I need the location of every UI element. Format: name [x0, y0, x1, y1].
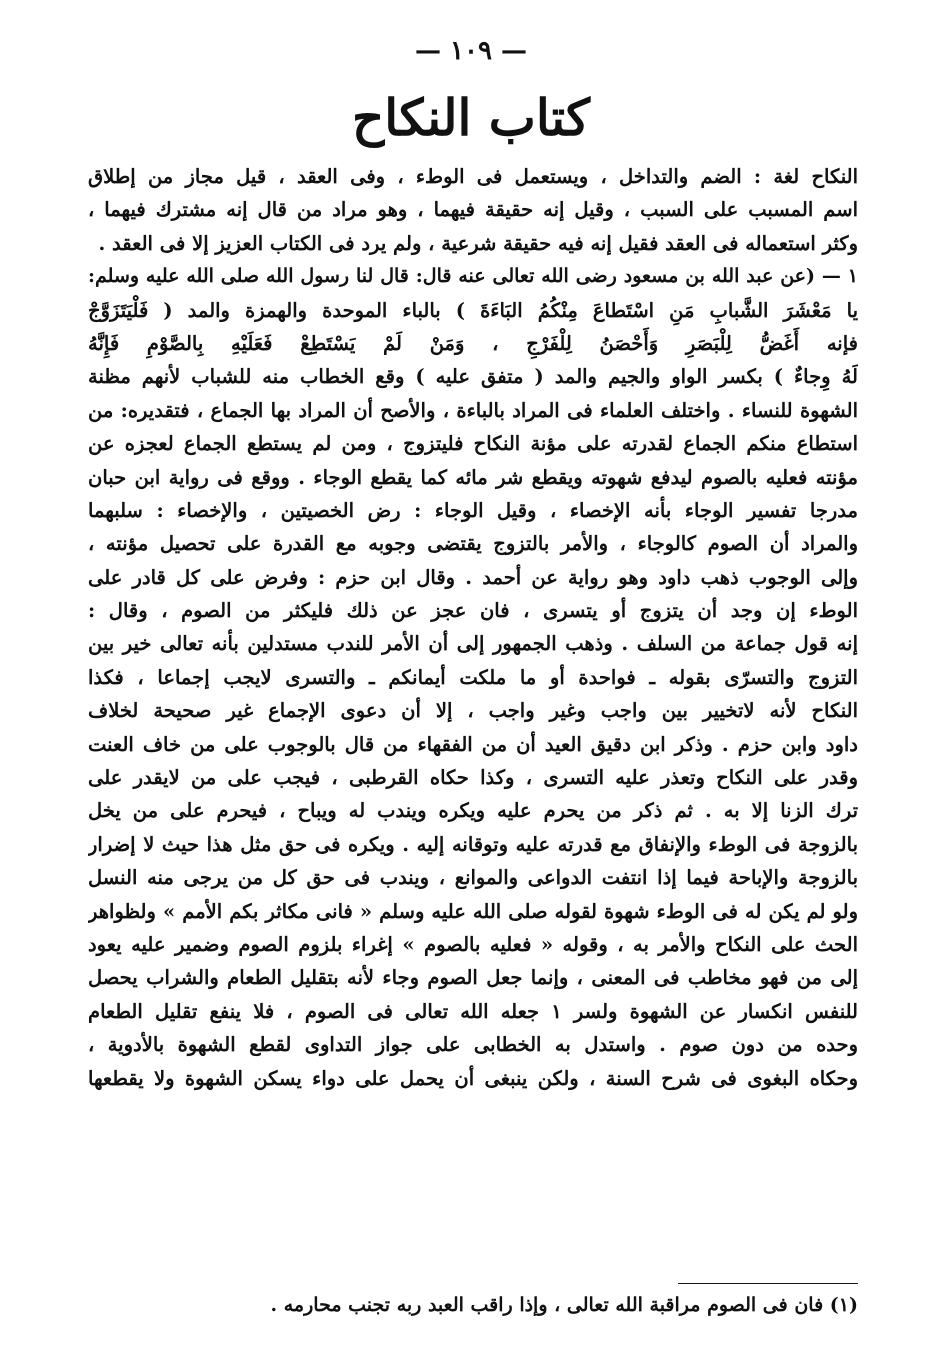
- text-line: الحث على النكاح والأمر به ، وقوله « فعليه بالصوم » إغراء بلزوم الصوم وضمير عليه يعود: [88, 932, 858, 956]
- text-line: إنه قول جماعة من السلف . وذهب الجمهور إلى أن الأمر للندب مستدلين بأنه تعالى خير بين: [88, 632, 858, 656]
- text-line: داود وابن حزم . وذكر ابن دقيق العيد أن من الفقهاء من قال بالوجوب على من خاف العنت: [88, 732, 858, 756]
- text-line: اسم المسبب على السبب ، وقيل إنه حقيقة فيهما ، وهو مراد من قال إنه مشترك فيهما ،: [88, 198, 858, 222]
- text-line: مدرجا تفسير الوجاء بأنه الإخصاء ، وقيل الوجاء : رض الخصيتين ، والإخصاء : سلبهما: [88, 498, 858, 522]
- text-line: وقدر على النكاح وتعذر عليه التسرى ، وكذا حكاه القرطبى ، فيجب على من لايقدر على: [88, 766, 858, 790]
- text-line: وإلى الوجوب ذهب داود وهو رواية عن أحمد . وقال ابن حزم : وفرض على كل قادر على: [88, 565, 858, 589]
- text-line: والمراد أن الصوم كالوجاء ، والأمر بالتزوج يقتضى وجوبه مع القدرة على تحصيل مؤنته ،: [88, 532, 858, 556]
- footnote: (١) فان فى الصوم مراقبة الله تعالى ، وإذا راقب العبد ربه تجنب محارمه .: [270, 1294, 858, 1316]
- text-line: وكثر استعماله فى العقد فقيل إنه فيه حقيقة شرعية ، ولم يرد فى الكتاب العزيز إلا فى العقد .: [98, 231, 858, 255]
- text-line: إلى من فهو مخاطب فى المعنى ، وإنما جعل الصوم وجاء لأنه بتقليل الطعام والشراب يحصل: [88, 966, 858, 990]
- body-text: [88, 160, 858, 1095]
- text-line: ١ — (عن عبد الله بن مسعود رضى الله تعالى عنه قال: قال لنا رسول الله صلى الله عليه وسلم:: [88, 265, 858, 288]
- text-line: فإنه أَغَضُّ لِلْبَصَرِ وَأَحْصَنُ لِلْفَرْجِ ، وَمَنْ لَمْ يَسْتَطِعْ فَعَلَيْهِ بِالصَّوْمِ فَإِنَّهُ: [88, 331, 858, 355]
- text-line: مؤنته فعليه بالصوم ليدفع شهوته ويقطع شر مائه كما يقطع الوجاء . ووقع فى رواية ابن حبان: [88, 465, 858, 489]
- text-line: وحده من دون صوم . واستدل به الخطابى على جواز التداوى لقطع الشهوة بالأدوية ،: [88, 1033, 858, 1057]
- text-line: الوطء إن وجد أن يتزوج أو يتسرى ، فان عجز عن ذلك فليكثر من الصوم ، وقال :: [88, 599, 858, 623]
- text-line: النكاح لغة : الضم والتداخل ، ويستعمل فى الوطء ، وفى العقد ، قيل مجاز من إطلاق: [88, 165, 858, 188]
- text-line: النكاح لأنه لاتخيير بين واجب وغير واجب ، إلا أن دعوى الإجماع غير صحيحة لخلاف: [88, 699, 858, 723]
- text-line: الشهوة للنساء . واختلف العلماء فى المراد بالباءة ، والأصح أن المراد بها الجماع ، فتقديره: من: [88, 398, 858, 422]
- page-number: — ١٠٩ —: [414, 36, 528, 66]
- footnote-divider: [678, 1283, 858, 1284]
- chapter-title: كتاب النكاح: [352, 88, 590, 147]
- text-line: ترك الزنا إلا به . ثم ذكر من يحرم عليه ويكره ويندب له ويباح ، فيحرم على من يخل: [88, 799, 858, 823]
- text-line: التزوج والتسرّى بقوله ـ فواحدة أو ما ملكت أيمانكم ـ والتسرى لايجب إجماعا ، فكذا: [88, 665, 858, 689]
- text-line: وحكاه البغوى فى شرح السنة ، ولكن ينبغى أن يحمل على دواء يسكن الشهوة ولا يقطعها: [88, 1066, 858, 1090]
- text-line: بالزوجة والإباحة فيما إذا انتفت الدواعى والموانع ، ويندب فى حق كل من يرجى منه النسل: [88, 866, 858, 890]
- text-line: استطاع منكم الجماع لقدرته على مؤنة النكاح فليتزوج ، ومن لم يستطع الجماع لعجزه عن: [88, 432, 858, 456]
- text-line: ولو لم يكن له فى الوطء شهوة لقوله صلى الله عليه وسلم « فانى مكاثر بكم الأمم » ولظواهر: [88, 899, 858, 923]
- text-line: يا مَعْشَرَ الشَّبابِ مَنِ اسْتَطاعَ مِنْكُمُ البَاءَةَ ) بالباء الموحدة والهمزة والمد ( فَلْيَتَزَوَّجْ: [88, 298, 858, 322]
- text-line: للنفس انكسار عن الشهوة ولسر ١ جعله الله تعالى فى الصوم ، فلا ينفع تقليل الطعام: [88, 999, 858, 1023]
- text-line: بالزوجة فى الوطء والإنفاق مع قدرته عليه وتوقانه إليه . ويكره فى حق مثل هذا حيث لا إضرار: [88, 832, 858, 856]
- text-line: لَهُ وِجاءٌ ) بكسر الواو والجيم والمد ( متفق عليه ) وقع الخطاب منه للشباب لأنهم مظنة: [88, 365, 858, 389]
